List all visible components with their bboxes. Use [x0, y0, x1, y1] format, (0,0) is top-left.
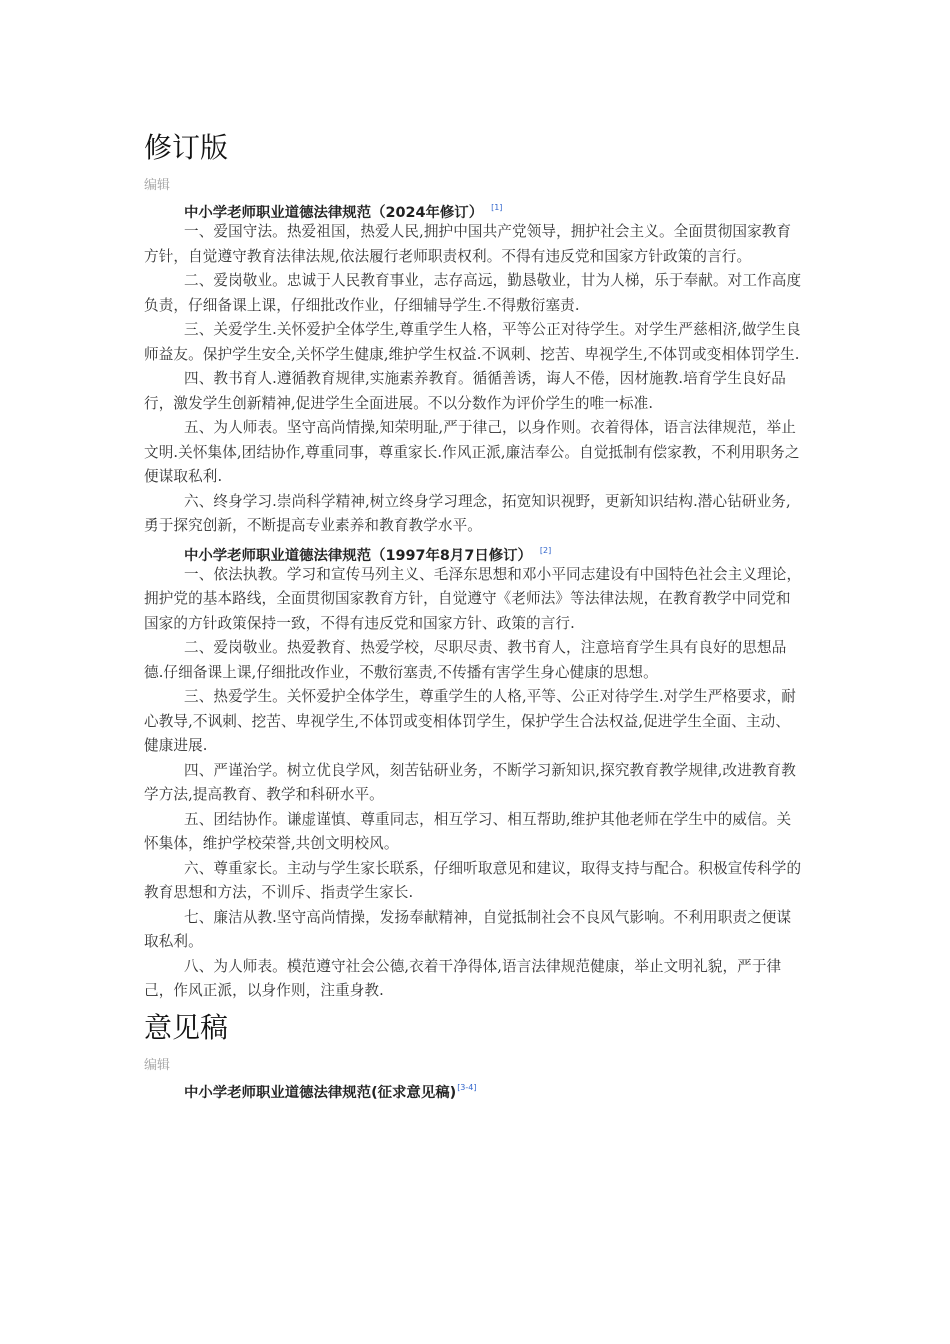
reference-link[interactable]: [2]	[539, 545, 552, 555]
paragraph: 二、爱岗敬业。忠诚于人民教育事业，志存高远，勤恳敬业，甘为人梯，乐于奉献。对工作高度负责，仔细备课上课，仔细批改作业，仔细辅导学生.不得敷衍塞责.	[144, 272, 802, 314]
paragraph: 一、依法执教。学习和宣传马列主义、毛泽东思想和邓小平同志建设有中国特色社会主义理论，拥护党的基本路线，全面贯彻国家教育方针，自觉遵守《老师法》等法律法规，在教育教学中同党和国家的方针政策保持一致，不得有违反党和国家方针、政策的言行.	[144, 565, 802, 632]
section-title-revised: 修订版	[144, 131, 229, 164]
sub-heading-2024	[144, 196, 804, 220]
paragraph: 六、终身学习.崇尚科学精神,树立终身学习理念，拓宽知识视野，更新知识结构.潜心钻研业务,勇于探究创新，不断提高专业素养和教育教学水平。	[144, 492, 791, 534]
sub-heading-text: 中小学老师职业道德法律规范（2024年修订）	[184, 205, 484, 221]
paragraph: 二、爱岗敬业。热爱教育、热爱学校，尽职尽责、教书育人，注意培育学生具有良好的思想品德.仔细备课上课,仔细批改作业，不敷衍塞责,不传播有害学生身心健康的思想。	[144, 639, 787, 681]
paragraph: 四、严谨治学。树立优良学风，刻苦钻研业务，不断学习新知识,探究教育教学规律,改进教育教学方法,提高教育、教学和科研水平。	[144, 761, 796, 803]
paragraph: 一、爱国守法。热爱祖国，热爱人民,拥护中国共产党领导，拥护社会主义。全面贯彻国家教育方针，自觉遵守教育法律法规,依法履行老师职责权利。不得有违反党和国家方针政策的言行。	[144, 223, 792, 265]
sub-heading-text: 中小学老师职业道德法律规范(征求意见稿)	[184, 1084, 457, 1101]
paragraph: 五、为人师表。坚守高尚情操,知荣明耻,严于律己，以身作则。衣着得体，语言法律规范，举止文明.关怀集体,团结协作,尊重同事，尊重家长.作风正派,廉洁奉公。自觉抵制有偿家教，不利用职务之便谋取私利.	[144, 419, 800, 485]
document-content	[144, 128, 804, 1100]
edit-link[interactable]: 编辑	[144, 178, 171, 193]
sub-heading-1997	[144, 539, 804, 563]
sub-heading-text: 中小学老师职业道德法律规范（1997年8月7日修订）	[184, 547, 532, 564]
paragraph: 五、团结协作。谦虚谨慎、尊重同志，相互学习、相互帮助,维护其他老师在学生中的威信。关怀集体，维护学校荣誉,共创文明校风。	[144, 810, 792, 852]
paragraph: 四、教书育人.遵循教育规律,实施素养教育。循循善诱，诲人不倦，因材施教.培育学生良好品行，激发学生创新精神,促进学生全面进展。不以分数作为评价学生的唯一标准.	[144, 370, 786, 412]
paragraph: 三、关爱学生.关怀爱护全体学生,尊重学生人格，平等公正对待学生。对学生严慈相济,做学生良师益友。保护学生安全,关怀学生健康,维护学生权益.不讽刺、挖苦、卑视学生,不体罚或变相体罚学生.	[144, 321, 801, 363]
paragraph: 三、热爱学生。关怀爱护全体学生，尊重学生的人格,平等、公正对待学生.对学生严格要求，耐心教导,不讽刺、挖苦、卑视学生,不体罚或变相体罚学生，保护学生合法权益,促进学生全面、主动、健康进展.	[144, 688, 796, 754]
paragraph: 六、尊重家长。主动与学生家长联系，仔细听取意见和建议，取得支持与配合。积极宣传科学的教育思想和方法，不训斥、指责学生家长.	[144, 859, 802, 901]
paragraph: 八、为人师表。模范遵守社会公德,衣着干净得体,语言法律规范健康，举止文明礼貌，严于律己，作风正派，以身作则，注重身教.	[144, 957, 782, 999]
sub-heading-draft	[144, 1076, 804, 1100]
section-title-draft: 意见稿	[144, 1010, 229, 1044]
paragraph: 七、廉洁从教.坚守高尚情操，发扬奉献精神，自觉抵制社会不良风气影响。不利用职责之便谋取私利。	[144, 908, 792, 950]
reference-link[interactable]: [1]	[491, 203, 503, 212]
edit-link[interactable]: 编辑	[144, 1057, 171, 1073]
reference-link[interactable]: [3-4]	[457, 1082, 477, 1092]
